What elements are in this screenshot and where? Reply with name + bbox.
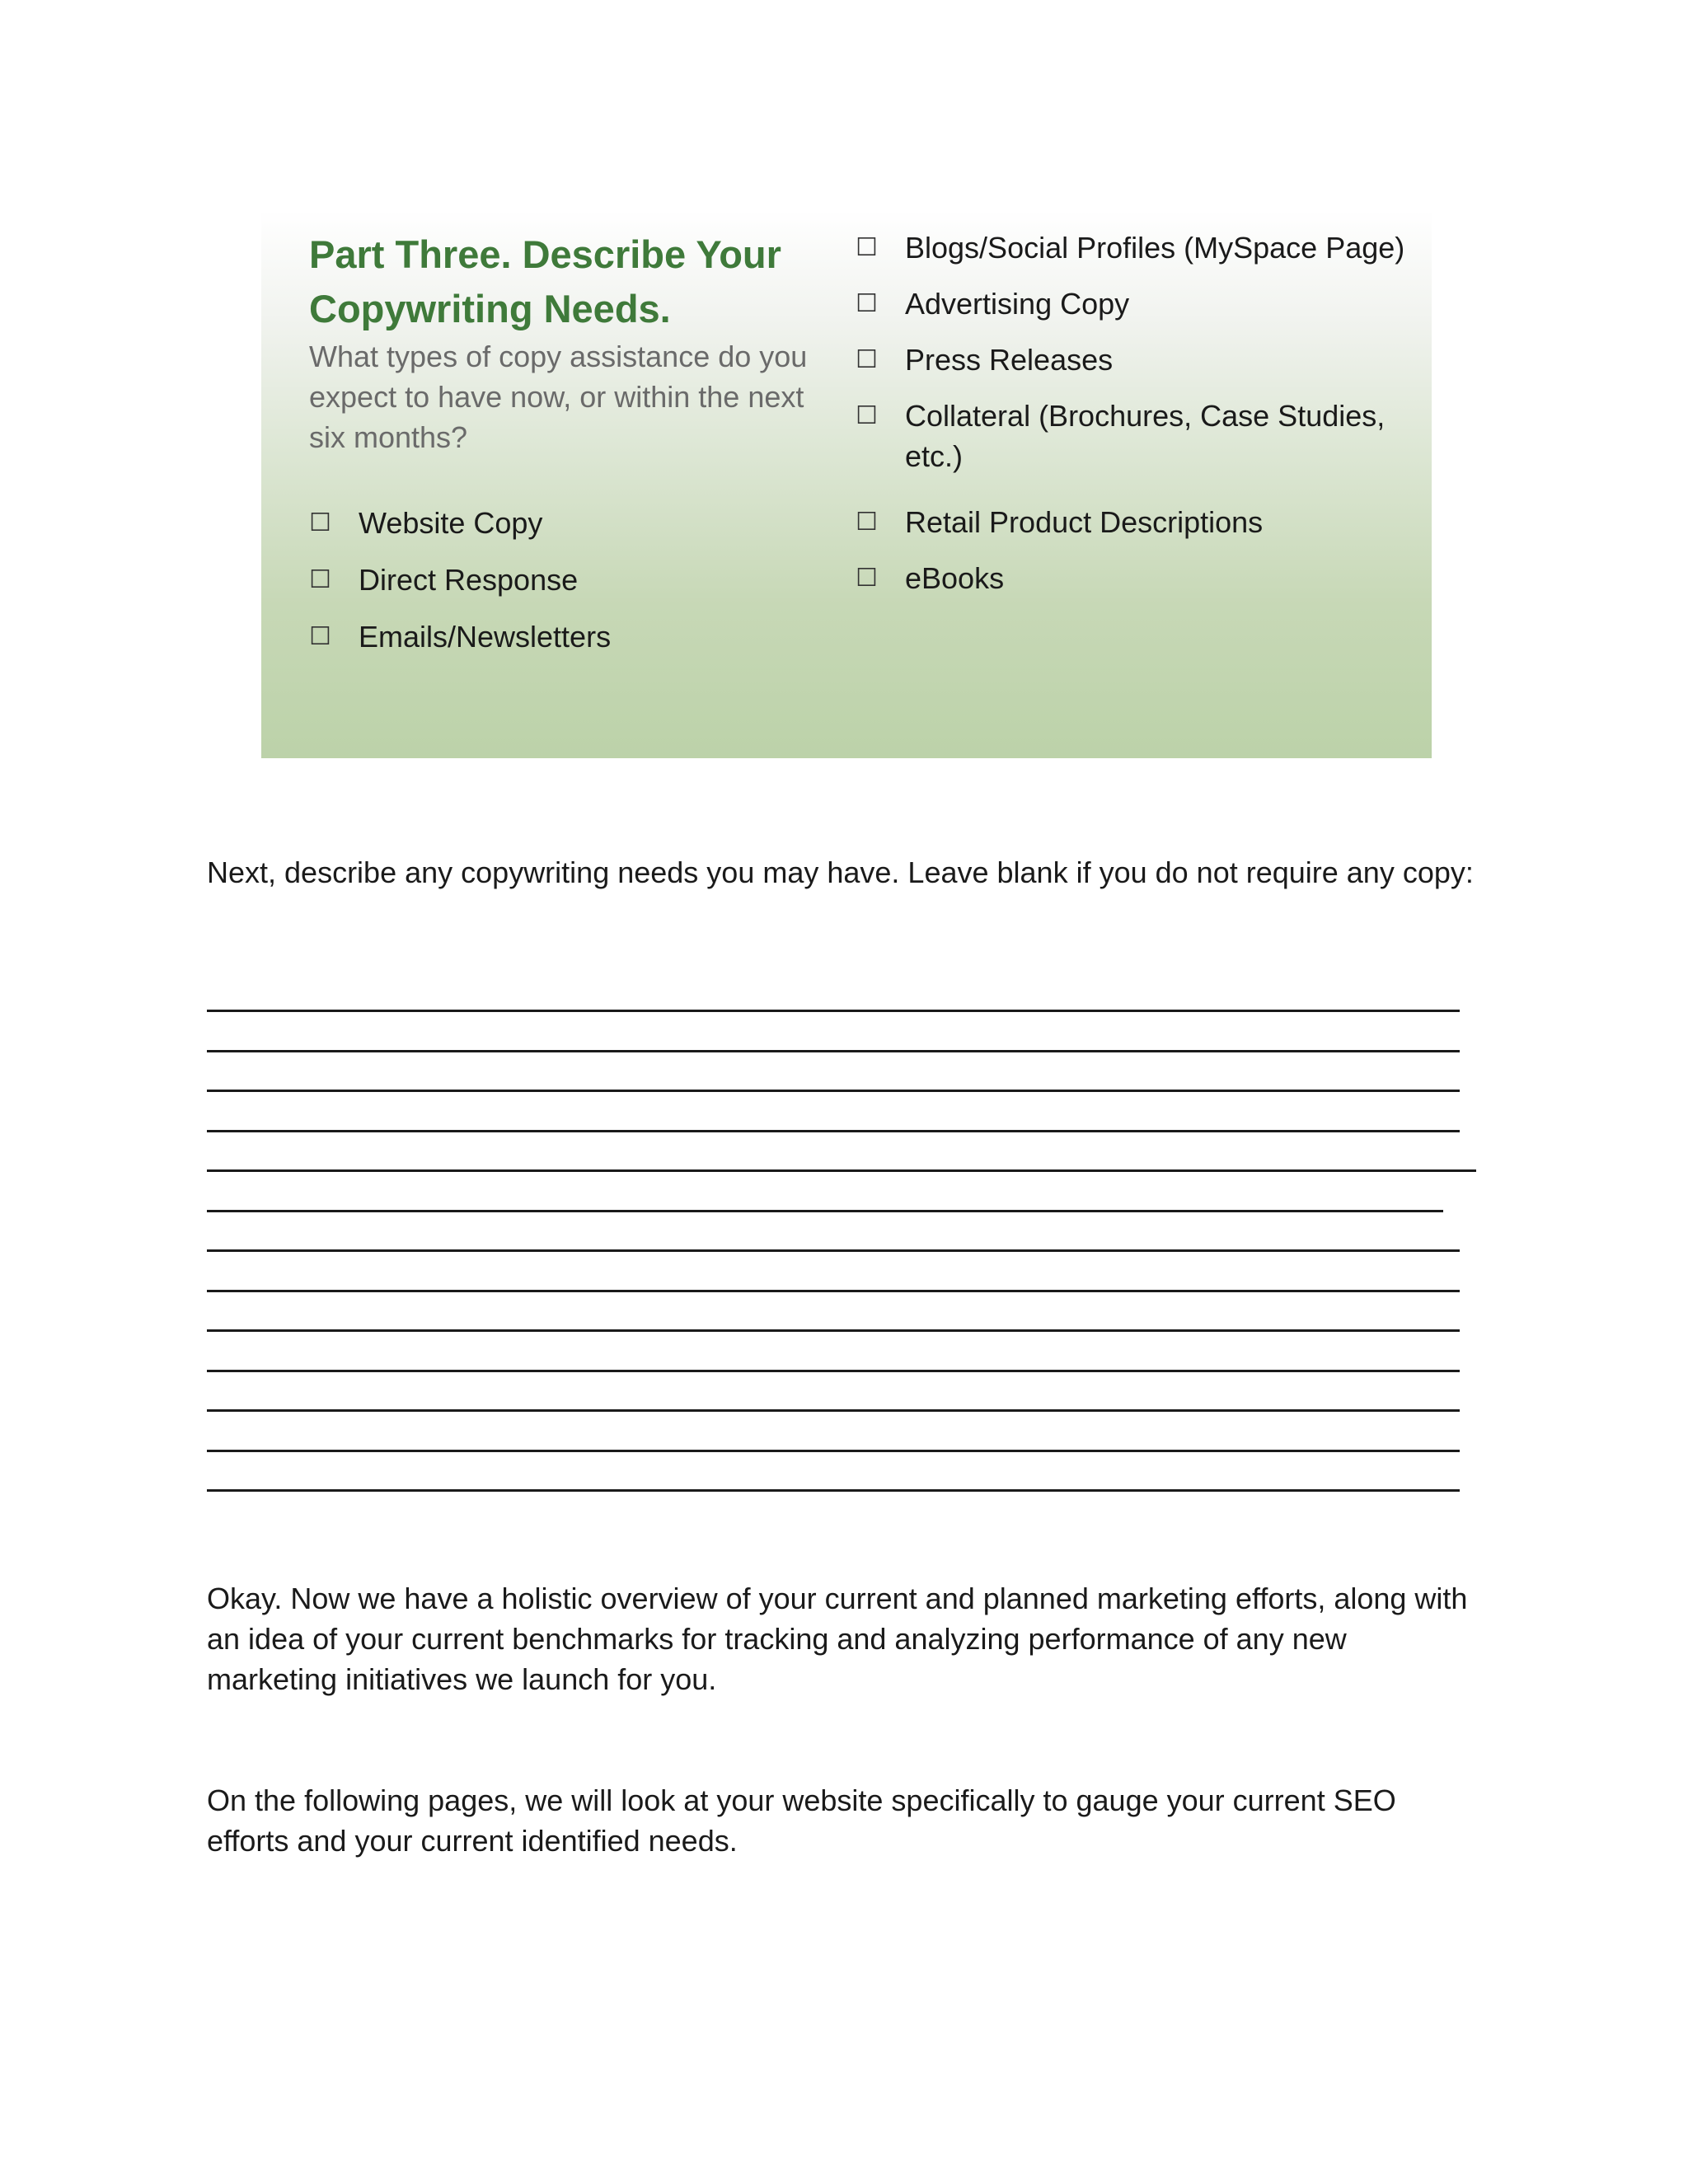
- checkbox-label: Retail Product Descriptions: [905, 505, 1264, 539]
- answer-line[interactable]: [207, 1210, 1443, 1212]
- checkbox-icon[interactable]: ☐: [856, 564, 878, 593]
- following-pages-paragraph: On the following pages, we will look at your website specifically to gauge your current SEO efforts and your current identified needs.: [207, 1783, 1396, 1858]
- answer-line[interactable]: [207, 1169, 1476, 1172]
- overview-paragraph: Okay. Now we have a holistic overview of your current and planned marketing efforts, along with an idea of your current benchmarks for tracking and analyzing performance of any new marketing initiatives we launch for you.: [207, 1582, 1468, 1696]
- panel-left-column: [309, 227, 837, 673]
- checkbox-icon[interactable]: ☐: [856, 289, 878, 318]
- checkbox-icon[interactable]: ☐: [856, 401, 878, 430]
- checkbox-option-blogs-social[interactable]: [856, 227, 1416, 268]
- answer-line[interactable]: [207, 1370, 1460, 1372]
- checkbox-icon[interactable]: ☐: [309, 622, 331, 651]
- checkbox-icon[interactable]: ☐: [856, 345, 878, 374]
- section-title: Part Three. Describe Your Copywriting Needs.: [309, 232, 781, 330]
- answer-line[interactable]: [207, 1290, 1460, 1292]
- checkbox-label: Website Copy: [359, 506, 543, 540]
- checkbox-option-press-releases[interactable]: [856, 340, 1416, 380]
- checkbox-option-retail-descriptions[interactable]: [856, 502, 1416, 542]
- checkbox-label: Emails/Newsletters: [359, 620, 612, 654]
- checkbox-icon[interactable]: ☐: [309, 509, 331, 537]
- panel-right-column: [856, 227, 1416, 614]
- checkbox-option-website-copy[interactable]: [309, 503, 837, 543]
- checkbox-label: Press Releases: [905, 343, 1114, 377]
- answer-line[interactable]: [207, 1050, 1460, 1052]
- checkbox-option-advertising-copy[interactable]: [856, 284, 1416, 324]
- checkbox-option-emails-newsletters[interactable]: [309, 616, 837, 657]
- checkbox-option-direct-response[interactable]: [309, 560, 837, 600]
- checkbox-icon[interactable]: ☐: [309, 565, 331, 594]
- checkbox-label: Advertising Copy: [905, 287, 1130, 321]
- answer-line[interactable]: [207, 1489, 1460, 1492]
- answer-line[interactable]: [207, 1130, 1460, 1132]
- answer-line[interactable]: [207, 1409, 1460, 1412]
- checkbox-label: eBooks: [905, 561, 1005, 595]
- checkbox-icon[interactable]: ☐: [856, 233, 878, 262]
- checkbox-label: Blogs/Social Profiles (MySpace Page): [905, 231, 1405, 265]
- answer-line[interactable]: [207, 1090, 1460, 1092]
- answer-lines[interactable]: [207, 1010, 1476, 1530]
- checkbox-label: Direct Response: [359, 563, 579, 597]
- section-question: What types of copy assistance do you expect to have now, or within the next six months?: [309, 340, 808, 454]
- checkbox-option-collateral[interactable]: [856, 396, 1416, 476]
- answer-line[interactable]: [207, 1010, 1460, 1012]
- answer-line[interactable]: [207, 1450, 1460, 1452]
- checkbox-option-ebooks[interactable]: [856, 558, 1416, 598]
- checkbox-icon[interactable]: ☐: [856, 508, 878, 537]
- copy-needs-prompt: Next, describe any copywriting needs you may have. Leave blank if you do not require any copy:: [207, 855, 1474, 889]
- answer-line[interactable]: [207, 1249, 1460, 1252]
- answer-line[interactable]: [207, 1329, 1460, 1332]
- checkbox-label: Collateral (Brochures, Case Studies, etc.): [905, 399, 1386, 473]
